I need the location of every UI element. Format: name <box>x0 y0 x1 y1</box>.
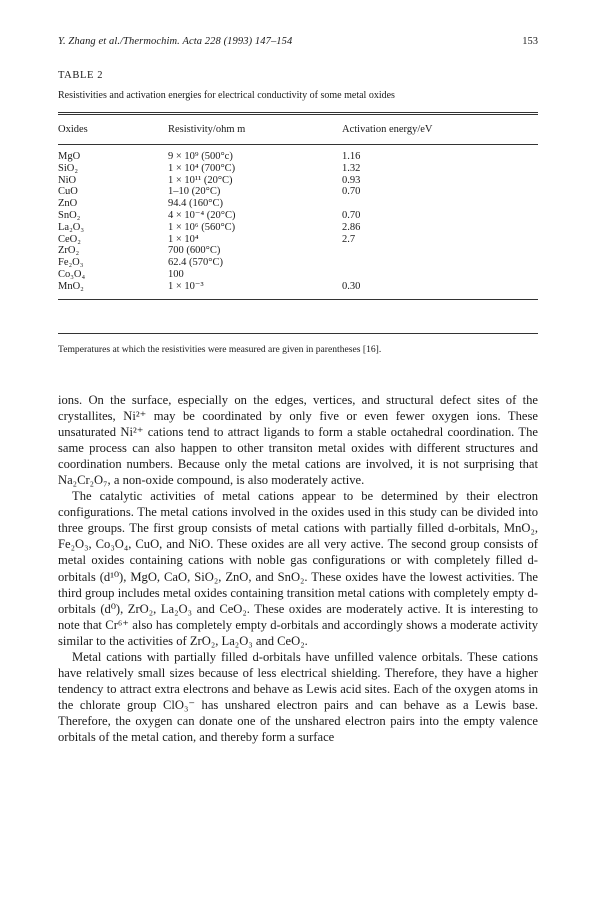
cell-oxide: ZnO <box>58 198 78 210</box>
table-row <box>58 186 538 198</box>
running-header <box>58 36 538 52</box>
table-row <box>58 245 538 257</box>
table-row <box>58 163 538 175</box>
table-footnote: Temperatures at which the resistivities were measured are given in parentheses [16]. <box>58 344 382 355</box>
cell-resistivity: 62.4 (570°C) <box>168 257 223 269</box>
cell-oxide: La₂O₃ <box>58 221 84 233</box>
cell-activation: 0.70 <box>342 186 361 198</box>
table-header <box>58 124 538 138</box>
cell-oxide: MnO₂ <box>58 280 84 292</box>
column-header-oxides: Oxides <box>58 124 88 135</box>
table-label: TABLE 2 <box>58 70 104 81</box>
running-title: Y. Zhang et al./Thermochim. Acta 228 (1993) 147–154 <box>58 36 293 47</box>
page-number: 153 <box>522 36 538 47</box>
cell-oxide: SiO₂ <box>58 162 79 174</box>
table-row <box>58 222 538 234</box>
cell-oxide: MgO <box>58 151 81 162</box>
cell-resistivity: 1 × 10⁴ <box>168 233 199 245</box>
cell-oxide: CeO₂ <box>58 233 81 245</box>
footnote-rule <box>58 333 538 334</box>
column-header-activation: Activation energy/eV <box>342 124 433 135</box>
cell-oxide: SnO₂ <box>58 209 81 221</box>
cell-resistivity: 4 × 10⁻⁴ (20°C) <box>168 209 236 221</box>
body-text <box>58 392 538 745</box>
cell-resistivity: 1–10 (20°C) <box>168 186 221 198</box>
cell-oxide: Fe₂O₃ <box>58 257 84 269</box>
table-top-rule-2 <box>58 114 538 115</box>
cell-oxide: Co₃O₄ <box>58 268 86 280</box>
cell-oxide: NiO <box>58 174 77 186</box>
cell-resistivity: 1 × 10⁴ (700°C) <box>168 162 236 174</box>
table-row <box>58 210 538 222</box>
cell-resistivity: 1 × 10⁻³ <box>168 280 204 292</box>
table-row <box>58 269 538 281</box>
cell-activation: 0.30 <box>342 280 361 292</box>
cell-resistivity: 9 × 10⁹ (500°c) <box>168 151 233 162</box>
cell-resistivity: 700 (600°C) <box>168 245 221 257</box>
cell-activation: 0.70 <box>342 209 361 221</box>
cell-resistivity: 1 × 10⁶ (560°C) <box>168 221 236 233</box>
cell-oxide: ZrO₂ <box>58 245 80 257</box>
table-row <box>58 175 538 187</box>
table-row <box>58 151 538 163</box>
table-row <box>58 257 538 269</box>
cell-activation: 1.32 <box>342 162 361 174</box>
column-header-resistivity: Resistivity/ohm m <box>168 124 246 135</box>
cell-oxide: CuO <box>58 186 78 198</box>
cell-activation: 1.16 <box>342 151 361 162</box>
table-bottom-rule <box>58 299 538 300</box>
paragraph-1: ions. On the surface, especially on the edges, vertices, and structural defect sites of the crystallites, Ni²⁺ may be coordinated by only five or even fewer oxygen ions. These unsaturated Ni²⁺ cations tend to attract ligands to form a stable octahedral coordination. The same process can also happen to other transiton metal oxides with different structures and coordination numbers. Because only the metal cations are involved, it is not surprising that Na₂Cr₂O₇, a non-oxide compound, is also moderately active. <box>58 393 538 488</box>
cell-resistivity: 100 <box>168 268 184 280</box>
cell-activation: 2.7 <box>342 233 356 245</box>
header-rule <box>58 144 538 145</box>
paragraph-3: Metal cations with partially filled d-orbitals have unfilled valence orbitals. These cations have relatively small sizes because of less electrical shielding. Therefore, they have a higher tendency to attract extra electrons and behave as Lewis acid sites. Each of the oxygen atoms in the chlorate group ClO₃⁻ has unshared electron pairs and can behave as a Lewis base. Therefore, the oxygen can donate one of the unshared electron pairs into the empty valence orbitals of the metal cation, and thereby form a surface <box>58 649 538 744</box>
table-row <box>58 281 538 293</box>
table-top-rule <box>58 112 538 113</box>
table-row <box>58 198 538 210</box>
cell-resistivity: 94.4 (160°C) <box>168 198 223 210</box>
cell-activation: 2.86 <box>342 221 361 233</box>
table-caption: Resistivities and activation energies for electrical conductivity of some metal oxides <box>58 90 395 101</box>
table-row <box>58 234 538 246</box>
cell-activation: 0.93 <box>342 174 361 186</box>
table-body <box>58 151 538 293</box>
cell-resistivity: 1 × 10¹¹ (20°C) <box>168 174 233 186</box>
paragraph-2: The catalytic activities of metal cations appear to be determined by their electron configurations. The metal cations involved in the oxides used in this study can be divided into three groups. The first group consists of metal cations with partially filled d-orbitals, MnO₂, Fe₂O₃, Co₃O₄, CuO, and NiO. These oxides are all very active. The second group consists of metal oxides containing cations with noble gas configurations or with completely filled d-orbitals (d¹⁰), MgO, CaO, SiO₂, ZnO, and SnO₂. These oxides have the lowest activities. The third group includes metal oxides containing transition metal cations with completely empty d-orbitals (d⁰), ZrO₂, La₂O₃ and CeO₂. These oxides are moderately active. It is interesting to note that Cr⁶⁺ also has completely empty d-orbitals and accordingly shows a moderate activity similar to the activities of ZrO₂, La₂O₃ and CeO₂. <box>58 489 538 648</box>
